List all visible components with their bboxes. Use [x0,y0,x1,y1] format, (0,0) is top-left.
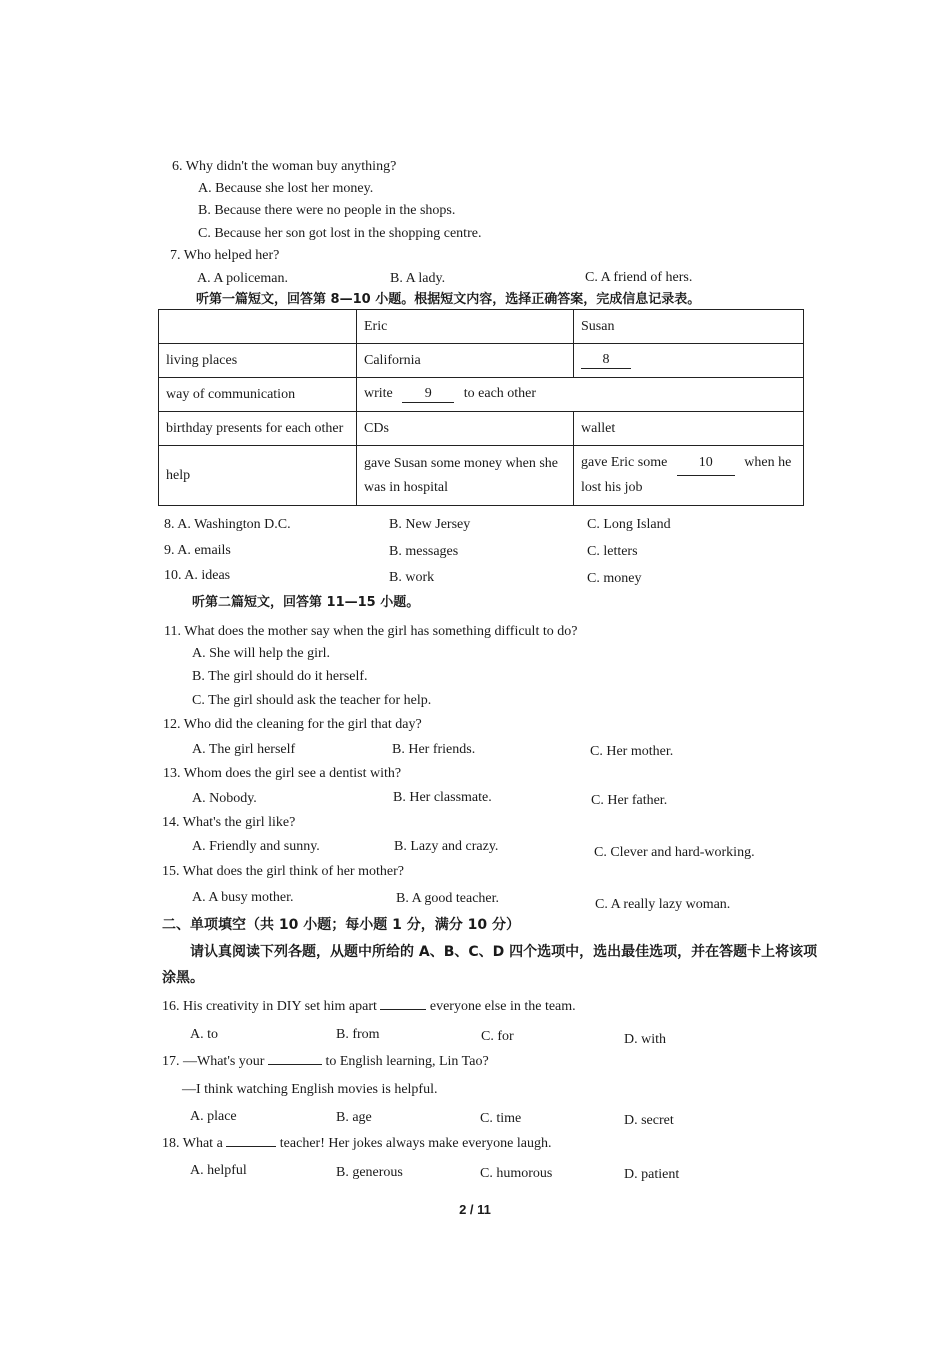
question-13-option-c: C. Her father. [591,793,668,808]
question-16-option-b: B. from [336,1027,380,1042]
table-row-label: help [159,446,357,506]
part-2-instruction-line1: 请认真阅读下列各题，从题中所给的 A、B、C、D 四个选项中，选出最佳选项，并在答题卡上将该项 [190,944,818,960]
question-14-option-c: C. Clever and hard-working. [594,845,755,860]
question-9-option-b: B. messages [389,544,459,559]
question-9-option-c: C. letters [587,544,638,559]
question-12-stem: 12. Who did the cleaning for the girl that day? [163,717,422,732]
question-15-option-c: C. A really lazy woman. [595,897,731,912]
question-16-option-c: C. for [481,1029,514,1044]
help-susan-pre: gave Eric some [581,455,668,470]
table-row-label: birthday presents for each other [159,412,357,446]
answer-blank-10: 10 [677,451,735,476]
question-16-option-a: A. to [190,1027,218,1042]
question-8-option-c: C. Long Island [587,517,671,532]
question-14-option-b: B. Lazy and crazy. [394,839,499,854]
question-8-option-a: 8. A. Washington D.C. [164,517,291,532]
table-cell [574,446,804,506]
table-row-label: way of communication [159,378,357,412]
communication-pre: write [364,386,393,401]
page-number: 2 / 11 [459,1202,491,1217]
table-cell [574,344,804,378]
question-9-option-a: 9. A. emails [164,543,231,558]
table-row-label: living places [159,344,357,378]
communication-post: to each other [463,386,537,401]
table-cell: California [357,344,574,378]
question-15-stem: 15. What does the girl think of her mother? [162,864,404,879]
answer-blank-9: 9 [402,386,454,403]
table-cell [357,446,574,506]
section-2-instruction: 听第二篇短文，回答第 11—15 小题。 [192,595,420,610]
question-17-post: to English learning, Lin Tao? [325,1054,489,1069]
question-7-option-a: A. A policeman. [197,271,288,286]
table-header-blank [159,310,357,344]
question-14-option-a: A. Friendly and sunny. [192,839,320,854]
question-13-option-b: B. Her classmate. [393,790,492,805]
question-11-option-c: C. The girl should ask the teacher for help. [192,693,432,708]
part-2-heading: 二、单项填空（共 10 小题；每小题 1 分，满分 10 分） [162,917,520,933]
question-14-stem: 14. What's the girl like? [162,815,296,830]
question-17-option-c: C. time [480,1111,522,1126]
question-18-option-d: D. patient [624,1167,680,1182]
question-6-option-b: B. Because there were no people in the shops. [198,203,456,218]
question-11-stem: 11. What does the mother say when the girl has something difficult to do? [164,624,578,639]
question-12-option-c: C. Her mother. [590,744,674,759]
table-cell: CDs [357,412,574,446]
table-cell [357,378,804,412]
question-18-option-b: B. generous [336,1165,403,1180]
question-11-option-b: B. The girl should do it herself. [192,669,368,684]
question-7-option-b: B. A lady. [390,271,446,286]
question-12-option-a: A. The girl herself [192,742,296,757]
question-6-stem: 6. Why didn't the woman buy anything? [172,159,397,174]
question-6-option-c: C. Because her son got lost in the shopping centre. [198,226,482,241]
answer-blank-8: 8 [581,352,631,369]
question-10-option-c: C. money [587,571,642,586]
question-11-option-a: A. She will help the girl. [192,646,331,661]
question-18-blank [226,1146,276,1147]
question-10-option-b: B. work [389,570,435,585]
question-18-option-a: A. helpful [190,1163,247,1178]
table-header-eric: Eric [357,310,574,344]
question-15-option-b: B. A good teacher. [396,891,500,906]
question-15-option-a: A. A busy mother. [192,890,294,905]
question-18-stem [162,1135,552,1153]
help-susan-post: when he [744,455,792,470]
question-16-pre: 16. His creativity in DIY set him apart [162,999,377,1014]
question-17-option-b: B. age [336,1110,372,1125]
help-eric-line2: was in hospital [364,479,448,495]
info-record-table [158,309,804,506]
question-17-option-d: D. secret [624,1113,674,1128]
question-17-option-a: A. place [190,1109,237,1124]
question-17-stem [162,1053,489,1071]
question-17-blank [268,1064,322,1065]
help-susan-line2: lost his job [581,480,643,495]
question-16-stem [162,998,576,1016]
question-8-option-b: B. New Jersey [389,517,471,532]
question-18-option-c: C. humorous [480,1166,553,1181]
question-18-pre: 18. What a [162,1136,223,1151]
question-12-option-b: B. Her friends. [392,742,476,757]
part-2-instruction-line2: 涂黑。 [162,970,204,986]
question-7-option-c: C. A friend of hers. [585,270,693,285]
question-10-option-a: 10. A. ideas [164,568,231,583]
question-13-option-a: A. Nobody. [192,791,257,806]
section-1-instruction: 听第一篇短文，回答第 8—10 小题。根据短文内容，选择正确答案，完成信息记录表。 [196,292,701,307]
help-eric-line1: gave Susan some money when she [364,455,559,471]
question-18-post: teacher! Her jokes always make everyone laugh. [279,1136,552,1151]
question-13-stem: 13. Whom does the girl see a dentist with? [163,766,402,781]
question-7-stem: 7. Who helped her? [170,248,280,263]
question-16-post: everyone else in the team. [429,999,576,1014]
question-6-option-a: A. Because she lost her money. [198,181,374,196]
question-17-pre: 17. —What's your [162,1054,265,1069]
table-cell: wallet [574,412,804,446]
table-header-susan: Susan [574,310,804,344]
question-17-line2: —I think watching English movies is helpful. [182,1082,438,1097]
question-16-blank [380,1009,426,1010]
question-16-option-d: D. with [624,1032,666,1047]
